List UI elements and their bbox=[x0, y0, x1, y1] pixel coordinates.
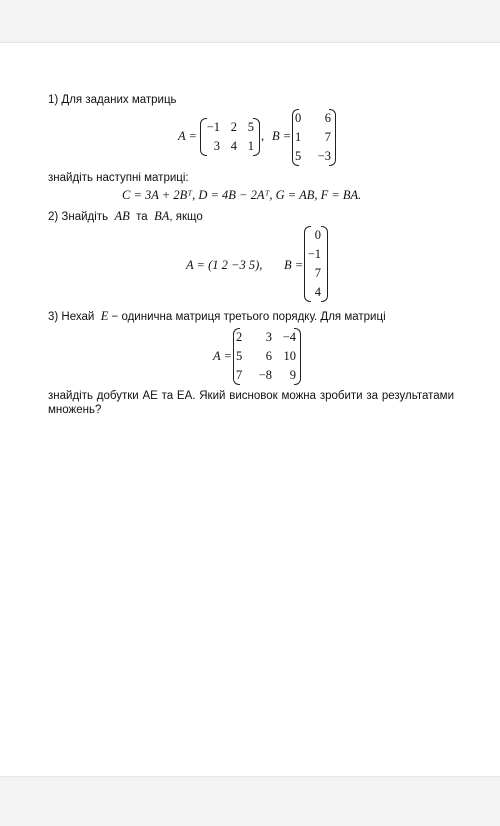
matrix-a-cell: 4 bbox=[230, 139, 237, 153]
matrix-a-cell: 10 bbox=[283, 349, 296, 363]
task3-find-text: знайдіть добутки AE та EA. Який висновок можна зробити за результатами множень? bbox=[48, 390, 454, 416]
task3-heading: 3) Нехай E − одинична матриця третього порядку. Для матриці bbox=[48, 309, 386, 323]
task1-eq-b: B = bbox=[272, 129, 292, 143]
task3-eq-a: A = bbox=[213, 349, 232, 363]
matrix-a-cell: −8 bbox=[258, 368, 272, 382]
task3-matrix-a bbox=[233, 328, 301, 385]
task1-comma: , bbox=[261, 129, 265, 143]
matrix-a-cell: 6 bbox=[265, 349, 272, 363]
task1-find-text: знайдіть наступні матриці: bbox=[48, 172, 189, 184]
matrix-a-cell: 7 bbox=[236, 368, 243, 382]
matrix-b-cell: 0 bbox=[314, 228, 321, 242]
task1-matrix-b bbox=[292, 109, 336, 166]
matrix-b-cell: 4 bbox=[314, 285, 321, 299]
matrix-b-cell: 0 bbox=[295, 111, 302, 125]
matrix-a-cell: 5 bbox=[236, 349, 243, 363]
matrix-b-cell: 5 bbox=[295, 149, 302, 163]
matrix-b-cell: −1 bbox=[307, 247, 321, 261]
matrix-a-cell: 3 bbox=[213, 139, 220, 153]
matrix-a-cell: −4 bbox=[282, 330, 296, 344]
task2-matrix-b bbox=[304, 226, 328, 302]
matrix-a-cell: 2 bbox=[230, 120, 237, 134]
task1-heading: 1) Для заданих матриць bbox=[48, 94, 177, 106]
task2-eq-a: A = (1 2 −3 5), bbox=[186, 258, 263, 272]
matrix-b-cell: 6 bbox=[324, 111, 331, 125]
document-page bbox=[0, 42, 500, 777]
task1-eq-a: A = bbox=[178, 129, 197, 143]
matrix-a-cell: 2 bbox=[236, 330, 243, 344]
matrix-b-cell: −3 bbox=[317, 149, 331, 163]
matrix-b-cell: 7 bbox=[324, 130, 331, 144]
task2-eq-b: B = bbox=[284, 258, 304, 272]
task1-formulas: C = 3A + 2Bᵀ, D = 4B − 2Aᵀ, G = AB, F = BA. bbox=[122, 188, 362, 202]
matrix-a-cell: 5 bbox=[247, 120, 254, 134]
matrix-b-cell: 1 bbox=[295, 130, 302, 144]
matrix-a-cell: 1 bbox=[247, 139, 254, 153]
matrix-a-cell: 9 bbox=[289, 368, 296, 382]
matrix-b-cell: 7 bbox=[314, 266, 321, 280]
matrix-a-cell: 3 bbox=[265, 330, 272, 344]
matrix-a-cell: −1 bbox=[206, 120, 220, 134]
task2-heading: 2) Знайдіть AB та BA, якщо bbox=[48, 209, 203, 223]
task1-matrix-a bbox=[200, 118, 260, 156]
